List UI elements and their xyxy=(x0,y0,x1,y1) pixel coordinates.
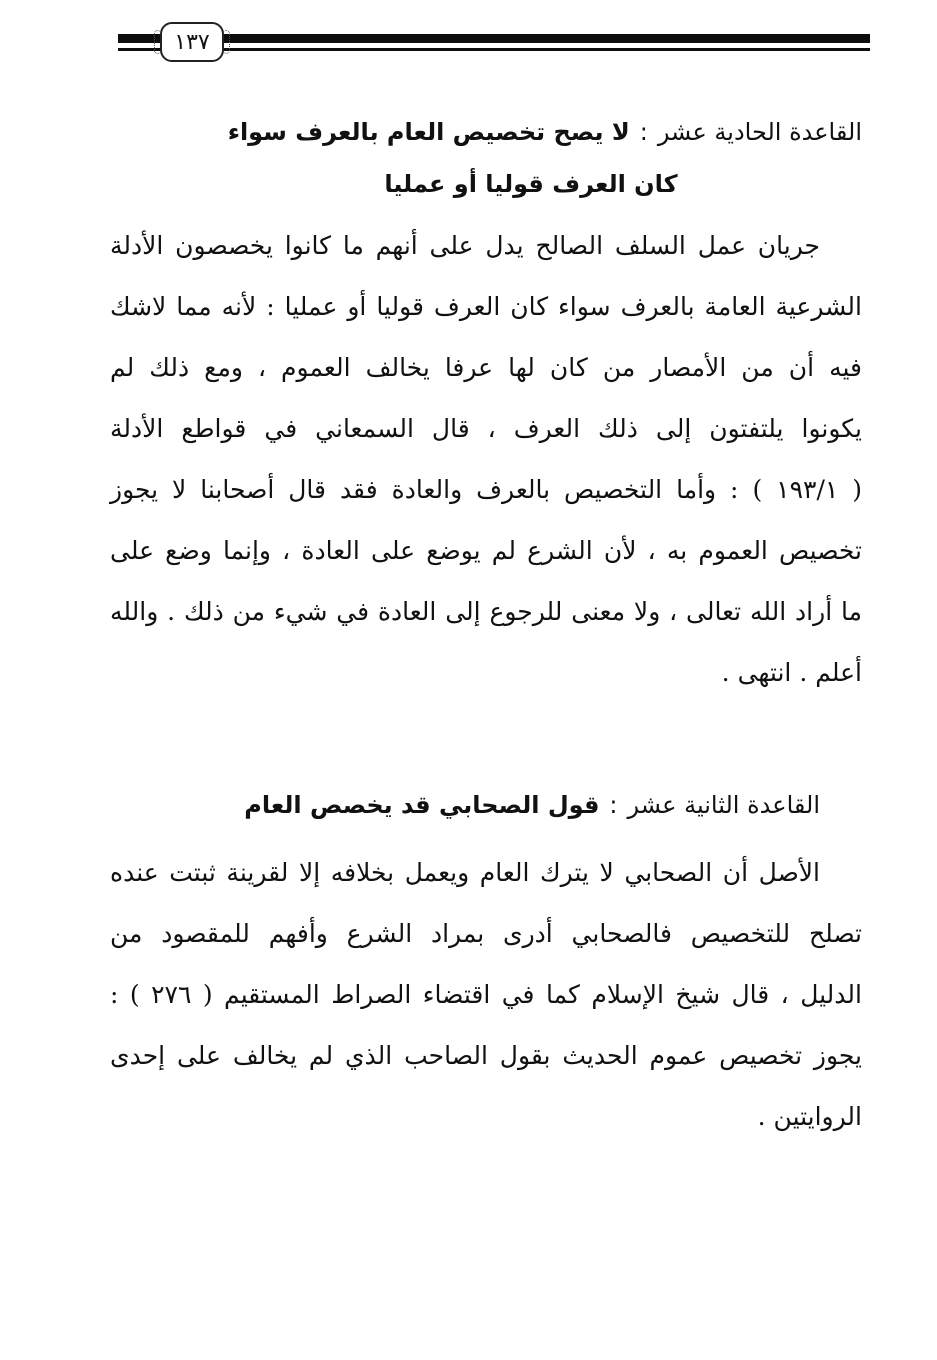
page-header xyxy=(118,22,870,62)
section2-heading-title: قول الصحابي قد يخصص العام xyxy=(244,791,600,819)
section1-heading-line1 xyxy=(110,106,862,158)
section2-heading xyxy=(110,779,862,831)
paragraph-line: الأصل أن الصحابي لا يترك العام ويعمل بخلافه إلا لقرينة ثبتت عنده xyxy=(110,858,820,887)
section2-heading-colon: : xyxy=(609,791,618,819)
paragraph-line: فيه أن من الأمصار من كان لها عرفا يخالف العموم ، ومع ذلك لم xyxy=(110,353,862,382)
section1-heading-colon: : xyxy=(639,118,648,146)
section2-heading-line1 xyxy=(110,779,862,831)
section1-heading-lead: القاعدة الحادية عشر xyxy=(657,118,862,146)
section1-heading-line2: كان العرف قوليا أو عمليا xyxy=(384,170,678,198)
paragraph-line: ( ١٩٣/١ ) : وأما التخصيص بالعرف والعادة فقد قال أصحابنا لا يجوز xyxy=(110,475,863,504)
section1-heading-title: لا يصح تخصيص العام بالعرف سواء xyxy=(227,118,630,146)
paragraph-line: الشرعية العامة بالعرف سواء كان العرف قوليا أو عمليا : لأنه مما لاشك xyxy=(110,292,862,321)
paragraph-line: الدليل ، قال شيخ الإسلام كما في اقتضاء الصراط المستقيم ( ٢٧٦ ) : xyxy=(110,980,862,1009)
header-thick-rule xyxy=(118,34,870,43)
section2-heading-lead: القاعدة الثانية عشر xyxy=(627,791,820,819)
paragraph-line: ما أراد الله تعالى ، ولا معنى للرجوع إلى العادة في شيء من ذلك . والله xyxy=(110,597,862,626)
section1-paragraph xyxy=(110,215,862,703)
section2-paragraph xyxy=(110,842,862,1147)
paragraph-line: جريان عمل السلف الصالح يدل على أنهم ما كانوا يخصصون الأدلة xyxy=(110,231,820,260)
paragraph-line: تخصيص العموم به ، لأن الشرع لم يوضع على العادة ، وإنما وضع على xyxy=(110,536,862,565)
header-thin-rule xyxy=(118,48,870,51)
page-number: ١٣٧ xyxy=(160,22,224,62)
paragraph-line: يجوز تخصيص عموم الحديث بقول الصاحب الذي لم يخالف على إحدى xyxy=(110,1041,862,1070)
section1-heading xyxy=(110,106,862,210)
paragraph-line: يكونوا يلتفتون إلى ذلك العرف ، قال السمعاني في قواطع الأدلة xyxy=(110,414,862,443)
paragraph-line: تصلح للتخصيص فالصحابي أدرى بمراد الشرع وأفهم للمقصود من xyxy=(110,919,862,948)
paragraph-line: الروايتين . xyxy=(757,1102,862,1131)
paragraph-line: أعلم . انتهى . xyxy=(721,658,862,687)
